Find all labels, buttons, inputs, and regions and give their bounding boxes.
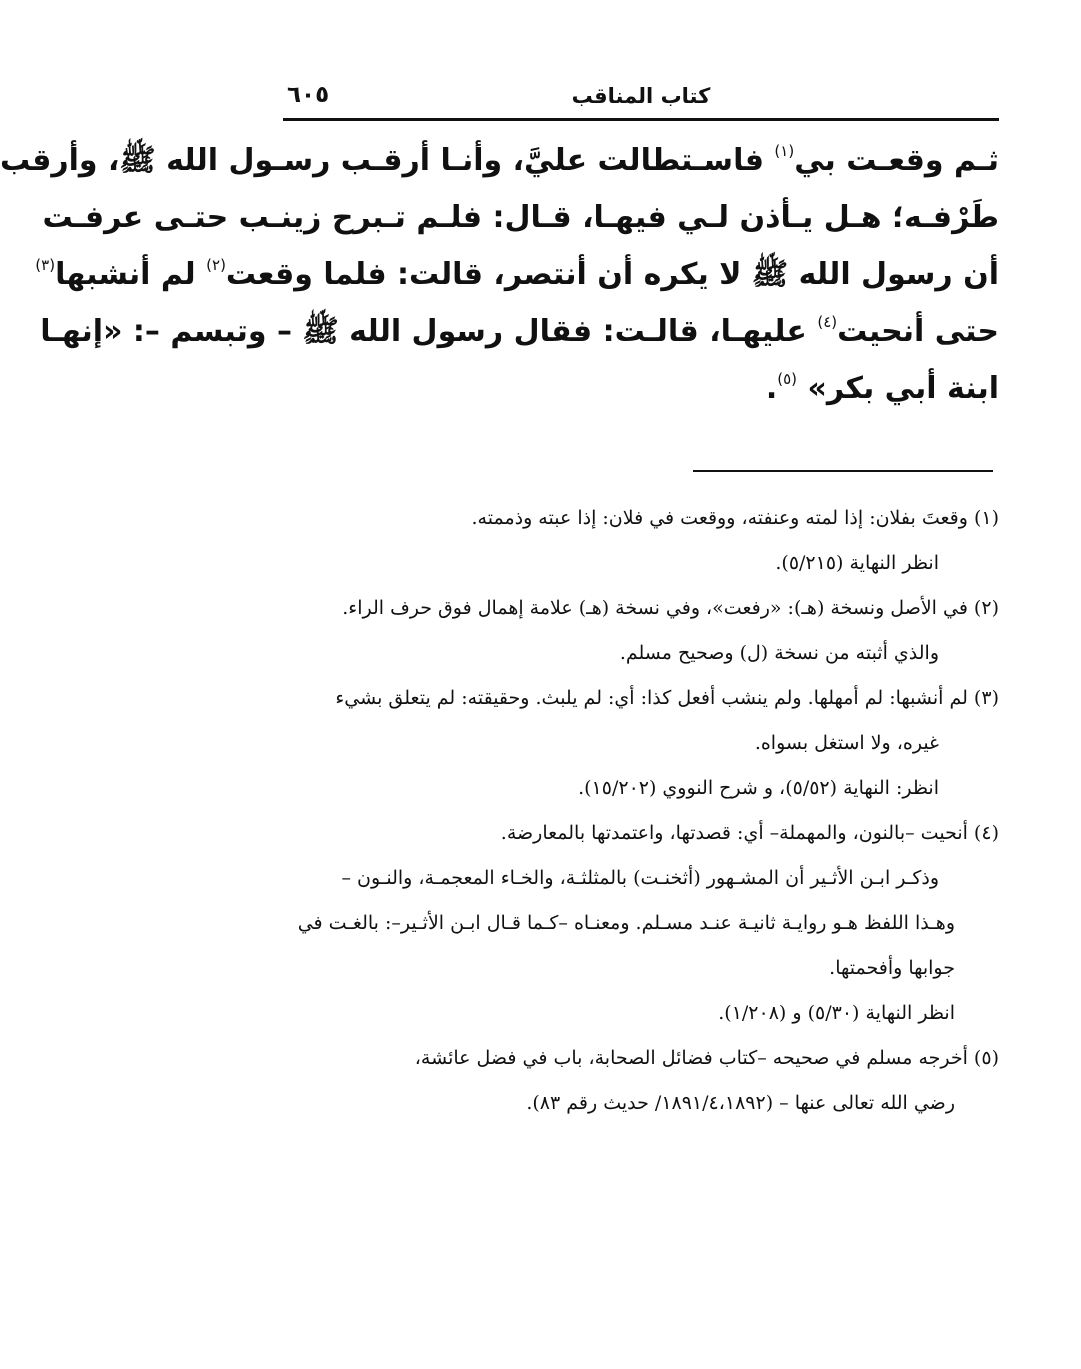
- page-header: [283, 78, 999, 121]
- footnote-ref-1: (١): [774, 142, 795, 160]
- book-title: كتاب المناقب: [571, 84, 711, 108]
- text-run: أن رسول الله ﷺ لا يكره أن أنتصر، قالت: فلما وقعت: [225, 257, 999, 292]
- footnote-separator: [693, 470, 993, 472]
- text-run: حتى أنحيت: [837, 314, 999, 349]
- text-run: عليهـا، قالـت: فقال رسول الله ﷺ – وتبسم –: «إنهـا: [40, 314, 818, 349]
- footnote-ref-4: (٤): [817, 313, 838, 331]
- main-line: [0, 132, 999, 189]
- text-run: ثـم وقعـت بي: [794, 143, 999, 178]
- footnote-4-cont: انظر النهاية (٥/٣٠) و (١/٢٠٨).: [718, 1002, 955, 1024]
- main-line: [283, 360, 999, 417]
- footnote-3: (٣) لم أنشبها: لم أمهلها. ولم ينشب أفعل كذا: أي: لم يلبث. وحقيقته: لم يتعلق بشيء: [335, 687, 999, 709]
- footnotes: [283, 496, 999, 1126]
- main-line: [35, 246, 999, 303]
- main-line: [40, 303, 999, 360]
- text-run: .: [765, 371, 778, 406]
- footnote-1-cont: انظر النهاية (٥/٢١٥).: [775, 552, 939, 574]
- footnote-2-cont: والذي أثبته من نسخة (ل) وصحيح مسلم.: [619, 642, 939, 664]
- text-run: ابنة أبي بكر»: [797, 371, 999, 406]
- footnote-4-cont: وذكـر ابـن الأثـير أن المشـهور (أثخنـت) بالمثلثـة، والخـاء المعجمـة، والنـون –: [341, 867, 939, 889]
- footnote-3-cont: غيره، ولا استغل بسواه.: [754, 732, 939, 754]
- footnote-ref-3: (٣): [35, 256, 56, 274]
- footnote-4: (٤) أنحيت –بالنون، والمهملة– أي: قصدتها، واعتمدتها بالمعارضة.: [500, 822, 999, 844]
- footnote-ref-2: (٢): [206, 256, 226, 274]
- footnote-1: (١) وقعتَ بفلان: إذا لمته وعنفته، ووقعت في فلان: إذا عبته وذممته.: [471, 507, 999, 529]
- footnote-ref-5: (٥): [777, 370, 798, 388]
- main-line: طَرْفـه؛ هـل يـأذن لـي فيهـا، قـال: فلـم تـبرح زينـب حتـى عرفـت: [42, 200, 999, 235]
- footnote-4-cont: جوابها وأفحمتها.: [829, 957, 955, 979]
- footnote-3-cont: انظر: النهاية (٥/٥٢)، و شرح النووي (١٥/٢٠٢).: [578, 777, 939, 799]
- footnote-5-cont: رضي الله تعالى عنها – (١٨٩١/٤،١٨٩٢/ حديث رقم ٨٣).: [526, 1092, 955, 1114]
- main-text: [0, 132, 999, 417]
- footnote-2: (٢) في الأصل ونسخة (هـ): «رفعت»، وفي نسخة (هـ) علامة إهمال فوق حرف الراء.: [342, 597, 999, 619]
- page-number: ٦٠٥: [287, 82, 330, 108]
- text-run: لم أنشبها: [55, 257, 207, 292]
- footnote-4-cont: وهـذا اللفظ هـو روايـة ثانيـة عنـد مسـلم. ومعنـاه –كـما قـال ابـن الأثـير–: بالغـت في: [297, 912, 955, 934]
- footnote-5: (٥) أخرجه مسلم في صحيحه –كتاب فضائل الصحابة، باب في فضل عائشة،: [414, 1047, 999, 1069]
- text-run: فاسـتطالت عليَّ، وأنـا أرقـب رسـول الله ﷺ، وأرقب: [0, 143, 775, 178]
